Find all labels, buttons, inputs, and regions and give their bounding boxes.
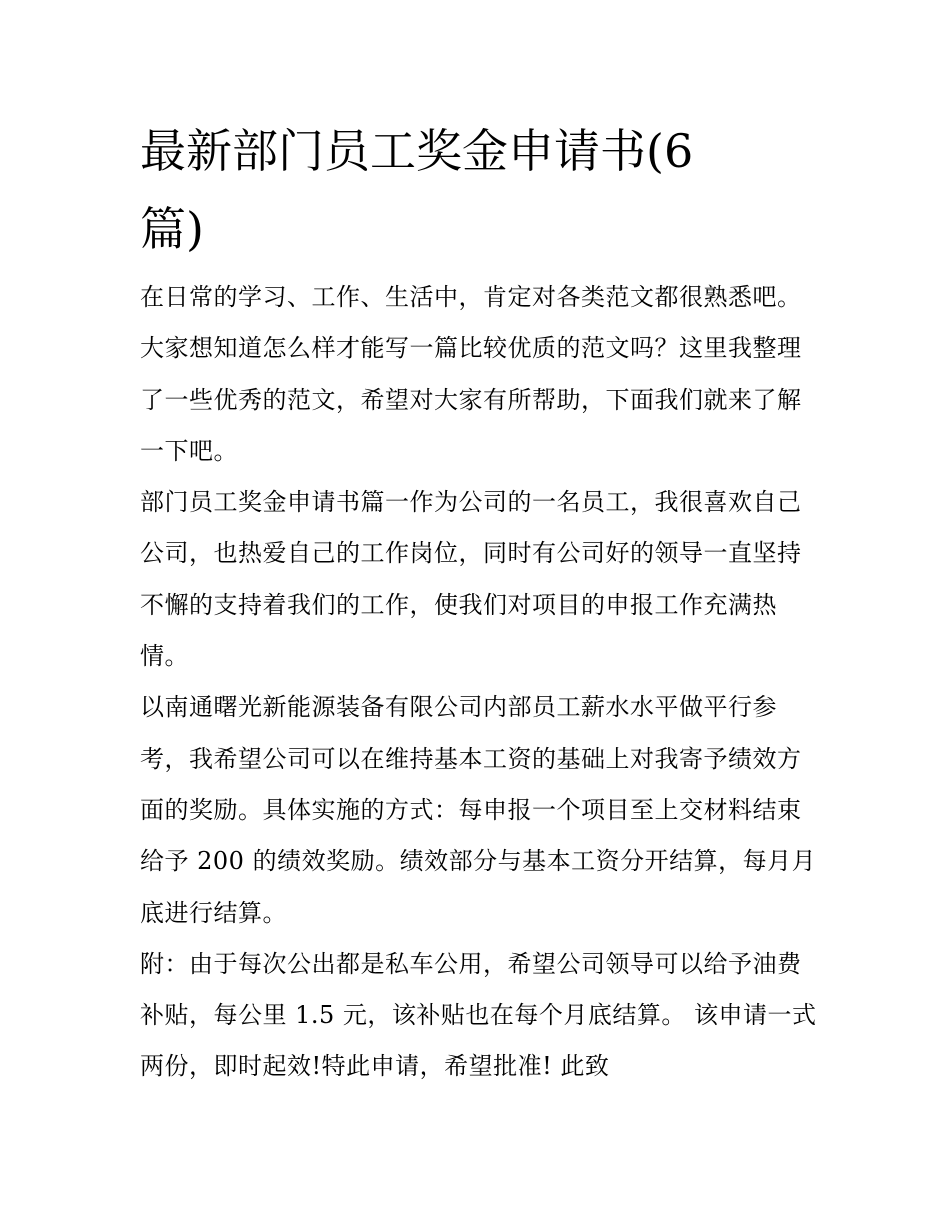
text-line: 部门员工奖金申请书篇一作为公司的一名员工，我很喜欢自己 — [140, 488, 802, 517]
document-title — [140, 112, 800, 268]
text-line: 大家想知道怎么样才能写一篇比较优质的范文吗？这里我整理 — [140, 334, 802, 363]
text-line: 补贴，每公里 1.5 元，该补贴也在每个月底结算。 该申请一式 — [140, 1001, 817, 1030]
paragraph-appendix — [140, 939, 820, 1093]
title-line: 篇) — [140, 202, 204, 256]
title-line: 最新部门员工奖金申请书(6 — [140, 124, 694, 178]
text-line: 以南通曙光新能源装备有限公司内部员工薪水水平做平行参 — [140, 693, 777, 722]
paragraph-section-one — [140, 477, 820, 682]
text-line: 公司，也热爱自己的工作岗位，同时有公司好的领导一直坚持 — [140, 539, 802, 568]
paragraph-salary-reference — [140, 682, 820, 938]
text-line: 了一些优秀的范文，希望对大家有所帮助，下面我们就来了解 — [140, 385, 802, 414]
text-line: 不懈的支持着我们的工作，使我们对项目的申报工作充满热 — [140, 590, 777, 619]
text-line: 底进行结算。 — [140, 898, 287, 927]
text-line: 情。 — [140, 642, 189, 671]
text-line: 考，我希望公司可以在维持基本工资的基础上对我寄予绩效方 — [140, 744, 802, 773]
text-line: 给予 200 的绩效奖励。绩效部分与基本工资分开结算，每月月 — [140, 847, 817, 876]
document-body — [140, 272, 820, 1093]
text-line: 附：由于每次公出都是私车公用，希望公司领导可以给予油费 — [140, 949, 802, 978]
paragraph-intro — [140, 272, 820, 477]
text-line: 在日常的学习、工作、生活中，肯定对各类范文都很熟悉吧。 — [140, 283, 802, 311]
text-line: 面的奖励。具体实施的方式：每申报一个项目至上交材料结束 — [140, 795, 802, 824]
text-line: 两份，即时起效!特此申请，希望批准! 此致 — [140, 1052, 610, 1081]
text-line: 一下吧。 — [140, 436, 238, 465]
